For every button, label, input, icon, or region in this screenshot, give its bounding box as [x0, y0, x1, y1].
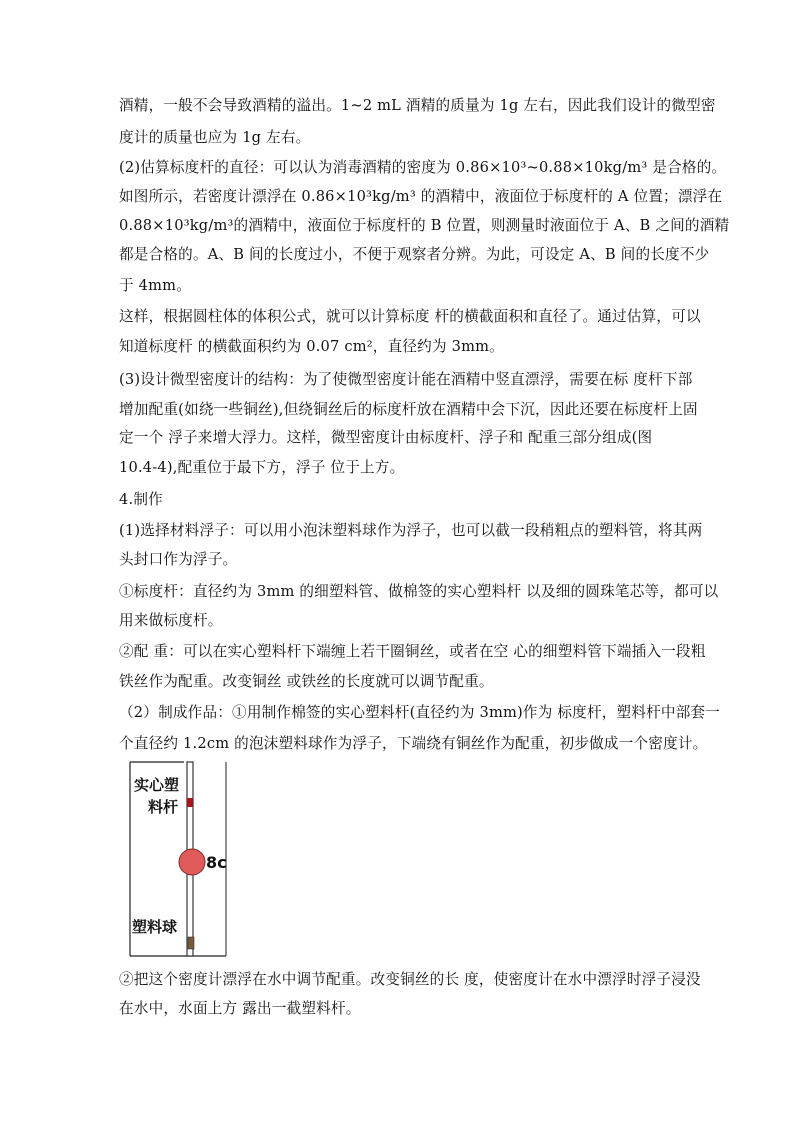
text-line: 都是合格的。A、B 间的长度过小，不便于观察者分辨。为此，可设定 A、B 间的长度不少	[119, 246, 710, 263]
text-line: 增加配重(如绕一些铜丝),但绕铜丝后的标度杆放在酒精中会下沉，因此还要在标度杆上固	[119, 401, 698, 418]
text-line: （2）制成作品：①用制作棉签的实心塑料杆(直径约为 3mm)作为 标度杆，塑料杆中部套一	[119, 704, 721, 721]
text-line: 用来做标度杆。	[119, 612, 223, 629]
text-line: 如图所示，若密度计漂浮在 0.86×10³kg/m³ 的酒精中，液面位于标度杆的 A 位置；漂浮在	[119, 188, 723, 205]
text-line: ②把这个密度计漂浮在水中调节配重。改变铜丝的长 度，使密度计在水中漂浮时浮子浸没	[119, 971, 701, 988]
text-line: 铁丝作为配重。改变铜丝 或铁丝的长度就可以调节配重。	[119, 673, 494, 690]
text-line: (2)估算标度杆的直径：可以认为消毒酒精的密度为 0.86×10³~0.88×10kg/m³ 是合格的。	[119, 159, 727, 176]
text-line: 在水中，水面上方 露出一截塑料杆。	[119, 1000, 361, 1017]
copper-wire-weight	[188, 937, 194, 949]
text-line: 酒精，一般不会导致酒精的溢出。1~2 mL 酒精的质量为 1g 左右，因此我们设计的微型密	[119, 97, 716, 114]
label-rod-line2: 料杆	[148, 798, 179, 816]
hydrometer-figure	[122, 760, 282, 960]
text-line: 度计的质量也应为 1g 左右。	[119, 129, 311, 146]
text-line: ①标度杆：直径约为 3mm 的细塑料管、做棉签的实心塑料杆 以及细的圆珠笔芯等，都可以	[119, 583, 719, 600]
label-ball: 塑料球	[132, 918, 178, 936]
text-line: 这样，根据圆柱体的体积公式，就可以计算标度 杆的横截面积和直径了。通过估算，可以	[119, 308, 701, 325]
text-line: 10.4-4),配重位于最下方，浮子 位于上方。	[119, 459, 405, 476]
section-heading: 4.制作	[119, 491, 163, 508]
text-line: (3)设计微型密度计的结构：为了使微型密度计能在酒精中竖直漂浮，需要在标 度杆下部	[119, 371, 693, 388]
foam-ball	[179, 849, 205, 875]
label-size: 8c	[206, 853, 227, 872]
text-line: 个直径约 1.2cm 的泡沫塑料球作为浮子，下端绕有铜丝作为配重，初步做成一个密度计。	[119, 735, 708, 752]
rod-marker	[187, 798, 193, 807]
text-line: (1)选择材料浮子：可以用小泡沫塑料球作为浮子，也可以截一段稍粗点的塑料管，将其两	[119, 522, 703, 539]
text-line: 于 4mm。	[119, 277, 191, 294]
label-rod-line1: 实心塑	[134, 776, 180, 794]
text-line: 0.88×10³kg/m³的酒精中，液面位于标度杆的 B 位置，则测量时液面位于 A、B 之间的酒精	[119, 217, 730, 234]
text-line: 头封口作为浮子。	[119, 551, 238, 568]
text-line: 知道标度杆 的横截面积约为 0.07 cm²，直径约为 3mm。	[119, 338, 504, 355]
text-line: 定一个 浮子来增大浮力。这样，微型密度计由标度杆、浮子和 配重三部分组成(图	[119, 429, 653, 446]
text-line: ②配 重：可以在实心塑料杆下端缠上若干圈铜丝，或者在空 心的细塑料管下端插入一段粗	[119, 643, 706, 660]
